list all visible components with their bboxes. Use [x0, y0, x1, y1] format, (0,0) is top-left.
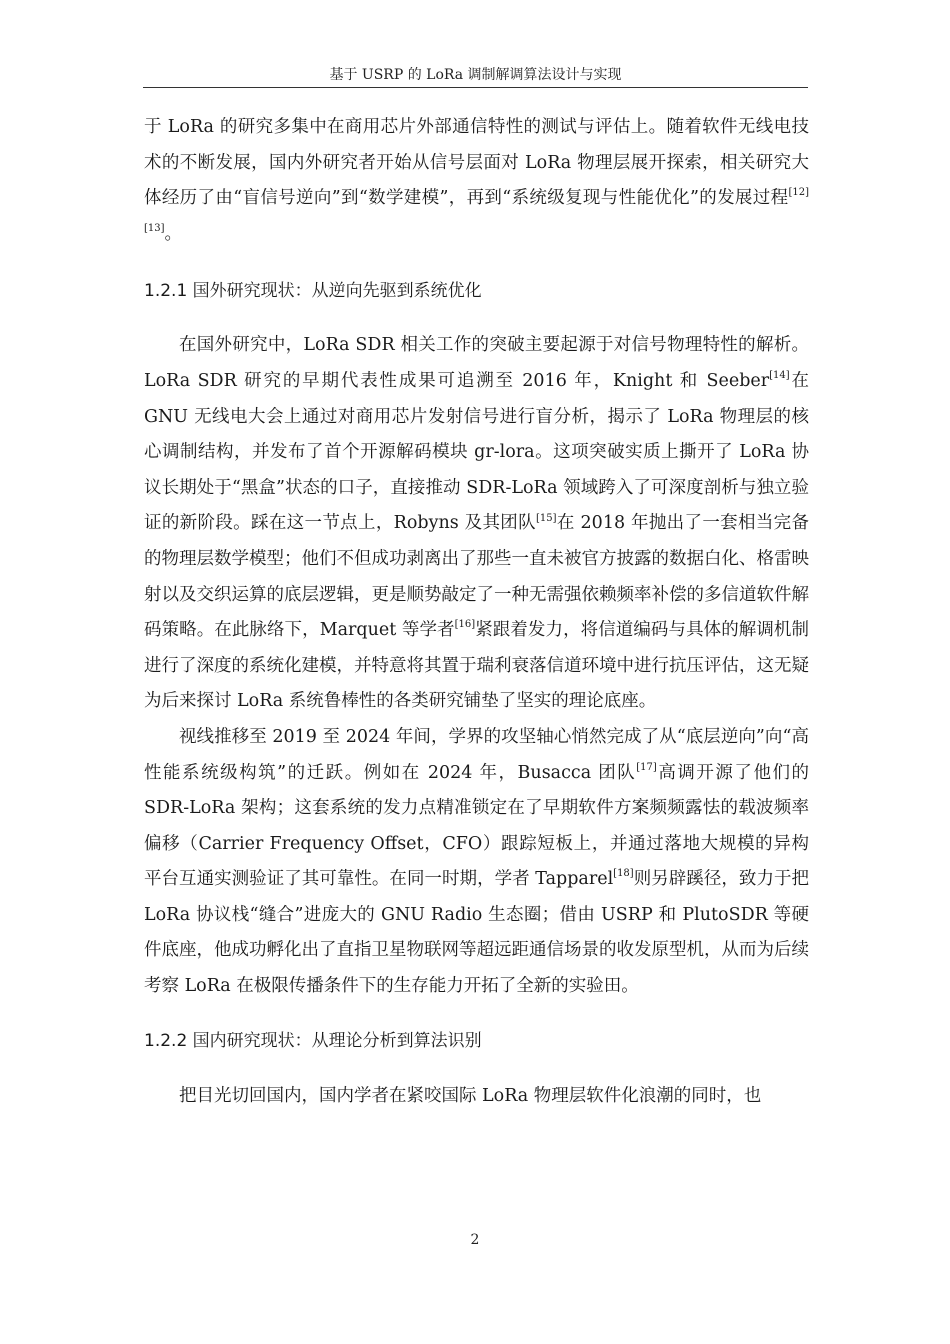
intro-paragraph	[144, 110, 809, 252]
paragraph-foreign-1	[144, 328, 809, 720]
header-rule	[143, 87, 808, 88]
citation-17[interactable]: [17]	[636, 761, 657, 773]
section-heading-1-2-1: 1.2.1 国外研究现状：从逆向先驱到系统优化	[144, 281, 482, 302]
citation-14[interactable]: [14]	[769, 370, 790, 382]
page-body	[144, 110, 809, 1114]
text-segment: 视线推移至 2019 至 2024 年间，学界的攻坚轴心悄然完成了从“底层逆向”向“高性能系统级构筑”的迁跃。例如在 2024 年，Busacca 团队	[144, 726, 809, 783]
page-number: 2	[470, 1232, 480, 1248]
text-segment: 在国外研究中，LoRa SDR 相关工作的突破主要起源于对信号物理特性的解析。LoRa SDR 研究的早期代表性成果可追溯至 2016 年，Knight 和 Seeber	[144, 335, 809, 391]
intro-end: 。	[164, 223, 183, 244]
text-segment: 高调开源了他们的 SDR-LoRa 架构；这套系统的发力点精准锁定在了早期软件方案频频露怯的载波频率偏移（Carrier Frequency Offset，CFO）跟踪短板上，并通过落地大规模的异构平台互通实测验证了其可靠性。在同一时期，学者 Tapparel	[144, 762, 810, 890]
citation-18[interactable]: [18]	[613, 868, 634, 880]
section-heading-1-2-2: 1.2.2 国内研究现状：从理论分析到算法识别	[144, 1030, 482, 1051]
intro-text: 于 LoRa 的研究多集中在商用芯片外部通信特性的测试与评估上。随着软件无线电技术的不断发展，国内外研究者开始从信号层面对 LoRa 物理层展开探索，相关研究大体经历了由“盲信号逆向”到“数学建模”，再到“系统级复现与性能优化”的发展过程	[144, 117, 809, 209]
citation-12-13[interactable]: [12][13]	[144, 187, 809, 234]
text-segment: 在 2018 年抛出了一套相当完备的物理层数学模型；他们不但成功剥离出了那些一直未被官方披露的数据白化、格雷映射以及交织运算的底层逻辑，更是顺势敲定了一种无需强依赖频率补偿的多信道软件解码策略。在此脉络下，Marquet 等学者	[144, 513, 809, 641]
text-segment: 则另辟蹊径，致力于把 LoRa 协议栈“缝合”进庞大的 GNU Radio 生态圈；借由 USRP 和 PlutoSDR 等硬件底座，他成功孵化出了直指卫星物联网等超远距通信场景的收发原型机，从而为后续考察 LoRa 在极限传播条件下的生存能力开拓了全新的实验田。	[144, 869, 810, 997]
citation-16[interactable]: [16]	[454, 619, 476, 631]
citation-15[interactable]: [15]	[535, 512, 557, 524]
running-header: 基于 USRP 的 LoRa 调制解调算法设计与实现	[329, 67, 622, 83]
paragraph-foreign-2	[144, 720, 809, 1005]
text-segment: 在 GNU 无线电大会上通过对商用芯片发射信号进行盲分析，揭示了 LoRa 物理层的核心调制结构，并发布了首个开源解码模块 gr-lora。这项突破实质上撕开了 LoRa 协议长期处于“黑盒”状态的口子，直接推动 SDR-LoRa 领域跨入了可深度剖析与独立验证的新阶段。踩在这一节点上，Robyns 及其团队	[144, 370, 809, 534]
text-segment: 紧跟着发力，将信道编码与具体的解调机制进行了深度的系统化建模，并特意将其置于瑞利衰落信道环境中进行抗压评估，这无疑为后来探讨 LoRa 系统鲁棒性的各类研究铺垫了坚实的理论底座。	[144, 620, 809, 712]
paragraph-domestic-1: 把目光切回国内，国内学者在紧咬国际 LoRa 物理层软件化浪潮的同时，也	[179, 1085, 762, 1106]
